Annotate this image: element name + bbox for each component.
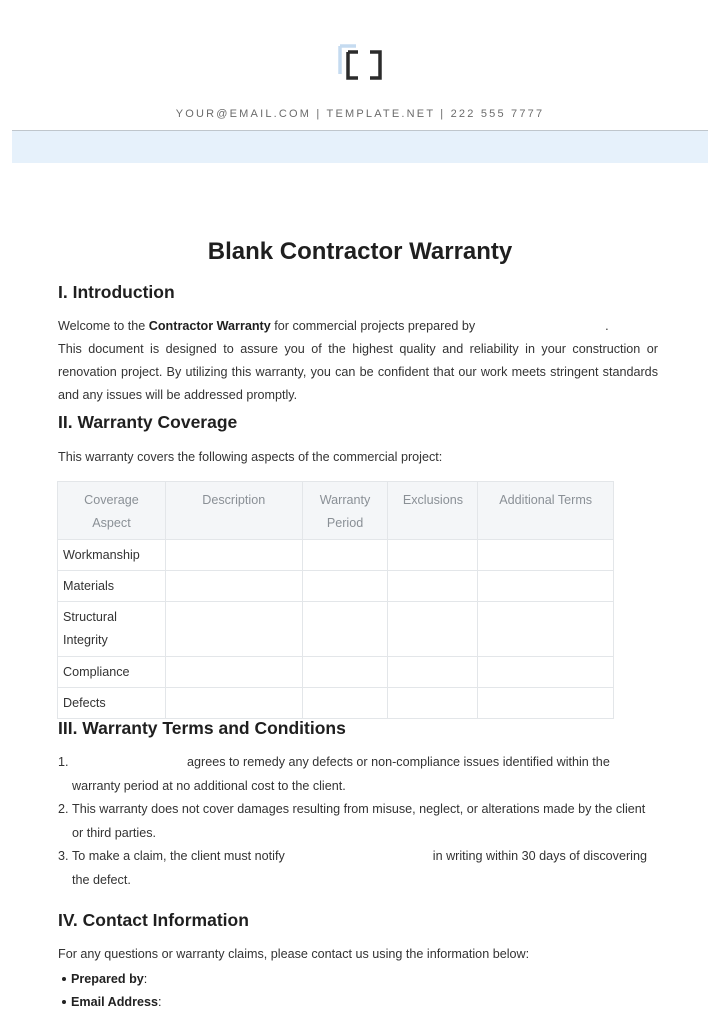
list-item: Prepared by: <box>62 968 162 991</box>
table-row <box>58 602 614 657</box>
coverage-table <box>57 481 614 719</box>
bullet-icon <box>62 1000 66 1004</box>
list-item <box>58 845 648 892</box>
header-contact-line: YOUR@EMAIL.COM | TEMPLATE.NET | 222 555 7777 <box>175 108 545 120</box>
table-header-cell: Description <box>165 482 302 540</box>
table-cell <box>478 602 614 657</box>
document-title: Blank Contractor Warranty <box>207 238 513 265</box>
table-cell <box>302 540 388 571</box>
list-number: 1. <box>58 755 69 769</box>
list-number: 3. <box>58 849 69 863</box>
list-item: Email Address: <box>62 991 162 1014</box>
introduction-body: This document is designed to assure you of the highest quality and reliability in your construction or renovation project. By utilizing this warranty, you can be confident that our work meets stringent standards and any issues will be addressed promptly. <box>58 342 658 402</box>
table-cell <box>388 657 478 688</box>
table-row <box>58 657 614 688</box>
template-logo-icon <box>336 44 386 90</box>
bullet-icon <box>62 977 66 981</box>
table-cell <box>165 688 302 719</box>
introduction-paragraph <box>58 315 658 407</box>
table-cell <box>165 540 302 571</box>
list-number: 2. <box>58 802 69 816</box>
table-cell <box>302 571 388 602</box>
table-cell <box>165 602 302 657</box>
table-cell <box>388 540 478 571</box>
introduction-first-line: Welcome to the Contractor Warranty for commercial projects prepared by . <box>58 319 609 333</box>
prepared-by-label: Prepared by <box>71 972 144 986</box>
table-header-row <box>58 482 614 540</box>
table-cell <box>302 602 388 657</box>
table-row-label: Defects <box>58 688 166 719</box>
term-text: This warranty does not cover damages resulting from misuse, neglect, or alterations made by the client or third parties. <box>72 802 646 840</box>
header-band <box>12 131 708 163</box>
table-cell <box>165 657 302 688</box>
table-header-cell: Coverage Aspect <box>58 482 166 540</box>
table-row-label: Materials <box>58 571 166 602</box>
table-cell <box>478 540 614 571</box>
coverage-intro: This warranty covers the following aspects of the commercial project: <box>58 450 443 464</box>
email-address-label: Email Address <box>71 995 159 1009</box>
table-header-cell: Warranty Period <box>302 482 388 540</box>
table-row <box>58 571 614 602</box>
contact-intro: For any questions or warranty claims, please contact us using the information below: <box>58 947 530 961</box>
table-cell <box>388 571 478 602</box>
contact-heading: IV. Contact Information <box>58 910 249 930</box>
table-cell <box>388 602 478 657</box>
term-text: To make a claim, the client must notify <box>72 849 285 863</box>
table-row <box>58 540 614 571</box>
table-cell <box>388 688 478 719</box>
list-item <box>58 751 648 798</box>
table-cell <box>478 688 614 719</box>
table-row-label: Structural Integrity <box>58 602 166 657</box>
table-cell <box>302 688 388 719</box>
table-header-cell: Exclusions <box>388 482 478 540</box>
contact-bullets <box>62 968 162 1014</box>
table-row-label: Workmanship <box>58 540 166 571</box>
term-text: in writing within 30 days of discovering the defect. <box>72 849 647 887</box>
terms-list <box>58 751 648 892</box>
introduction-heading: I. Introduction <box>58 282 175 302</box>
table-row-label: Compliance <box>58 657 166 688</box>
coverage-heading: II. Warranty Coverage <box>58 412 238 432</box>
term-text: agrees to remedy any defects or non-compliance issues identified within the warranty period at no additional cost to the client. <box>72 755 610 793</box>
table-cell <box>165 571 302 602</box>
table-header-cell: Additional Terms <box>478 482 614 540</box>
table-cell <box>478 571 614 602</box>
list-item <box>58 798 648 845</box>
table-row <box>58 688 614 719</box>
terms-heading: III. Warranty Terms and Conditions <box>58 718 346 738</box>
contractor-warranty-bold: Contractor Warranty <box>148 319 271 333</box>
table-cell <box>478 657 614 688</box>
table-cell <box>302 657 388 688</box>
